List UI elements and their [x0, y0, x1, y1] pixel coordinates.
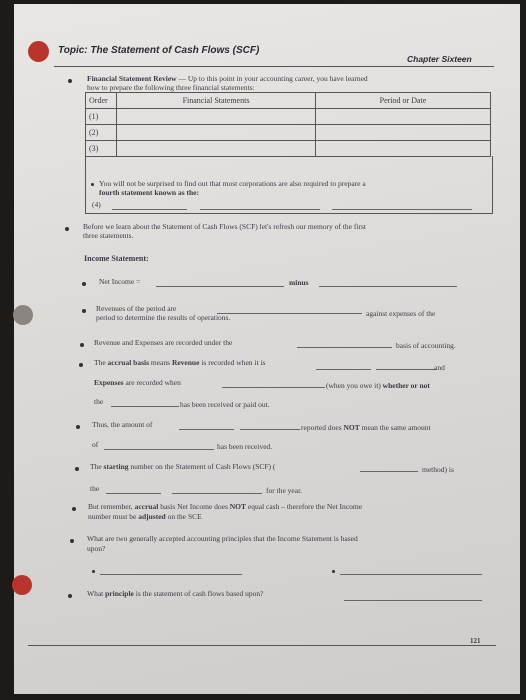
- fourth-statement-blank[interactable]: [112, 209, 187, 210]
- net-income-label: Net Income =: [99, 277, 141, 286]
- revenues-blank[interactable]: [217, 313, 362, 314]
- bullet: [70, 539, 74, 543]
- for-the-year-text: for the year.: [266, 486, 303, 495]
- revenues-text-a: Revenues of the period are: [96, 304, 177, 313]
- the-label-2: the: [90, 484, 100, 493]
- statement-cell[interactable]: [117, 141, 316, 157]
- the-blank[interactable]: [111, 406, 179, 407]
- statement-cell[interactable]: [117, 125, 316, 141]
- remember-line1: But remember, accrual basis Net Income does NOT equal cash – therefore the Net Income: [88, 502, 363, 511]
- income-statement-heading: Income Statement:: [84, 254, 149, 263]
- accrual-and: and: [434, 363, 445, 372]
- fourth-line2: fourth statement known as the:: [99, 188, 199, 197]
- period-cell[interactable]: [316, 141, 491, 157]
- row-number: (1): [86, 109, 117, 125]
- footer-rule: [28, 645, 496, 646]
- hole-punch-top: [28, 41, 49, 62]
- period-cell[interactable]: [316, 125, 491, 141]
- thus-text-a: Thus, the amount of: [92, 420, 153, 429]
- principle-blank-1[interactable]: [100, 574, 242, 575]
- principle-question: What principle is the statement of cash flows based upon?: [87, 589, 264, 598]
- starting-blank-1[interactable]: [106, 493, 161, 494]
- bullet: [75, 467, 79, 471]
- principle-blank-2[interactable]: [340, 574, 482, 575]
- revenues-text-b: against expenses of the: [366, 309, 436, 318]
- refresh-line2: three statements.: [83, 231, 134, 240]
- bullet: [68, 79, 72, 83]
- bullet: [79, 363, 83, 367]
- accrual-blank-2[interactable]: [376, 369, 436, 370]
- recorded-text-b: basis of accounting.: [396, 341, 456, 350]
- received-text: has been received.: [217, 442, 273, 451]
- starting-blank-2[interactable]: [172, 493, 262, 494]
- review-intro-line2: how to prepare the following three financial statements:: [87, 83, 255, 92]
- thus-text-b: reported does NOT mean the same amount: [301, 423, 431, 432]
- bullet: [82, 282, 86, 286]
- accrual-line: The accrual basis means Revenue is recorded when it is: [94, 358, 266, 367]
- recorded-text-a: Revenue and Expenses are recorded under the: [94, 338, 233, 347]
- bullet: [68, 594, 72, 598]
- table-header-row: [86, 93, 491, 109]
- of-blank[interactable]: [104, 449, 214, 450]
- table-row: [86, 109, 491, 125]
- column-header-order: Order: [86, 93, 117, 109]
- thus-blank-1[interactable]: [179, 429, 234, 430]
- bullet: [72, 507, 76, 511]
- expenses-line-end: (when you owe it) whether or not: [326, 381, 430, 390]
- bullet: [65, 227, 69, 231]
- fourth-number: (4): [92, 200, 101, 209]
- page-number: 121: [470, 637, 481, 645]
- accrual-blank-1[interactable]: [316, 369, 371, 370]
- method-text: method) is: [422, 465, 454, 474]
- header-rule: [54, 66, 494, 67]
- of-label: of: [92, 440, 99, 449]
- expenses-line: Expenses are recorded when: [94, 378, 181, 387]
- net-income-blank-1[interactable]: [156, 286, 284, 287]
- bullet: [76, 425, 80, 429]
- bullet: [82, 309, 86, 313]
- minus-label: minus: [289, 278, 309, 287]
- expenses-blank[interactable]: [222, 387, 325, 388]
- fourth-statement-blank[interactable]: [200, 209, 320, 210]
- row-number: (2): [86, 125, 117, 141]
- starting-line: The starting number on the Statement of Cash Flows (SCF) (: [90, 462, 276, 471]
- thus-blank-2[interactable]: [240, 429, 300, 430]
- net-income-blank-2[interactable]: [319, 286, 457, 287]
- bullet: [92, 570, 95, 573]
- principle-answer-blank[interactable]: [344, 600, 482, 601]
- the-label: the: [94, 397, 104, 406]
- chapter-label: Chapter Sixteen: [407, 54, 472, 64]
- column-header-statements: Financial Statements: [117, 93, 316, 109]
- revenues-text-c: period to determine the results of operations.: [96, 313, 231, 322]
- method-blank[interactable]: [360, 471, 418, 472]
- paid-out-text: has been received or paid out.: [180, 400, 270, 409]
- remember-line2: number must be adjusted on the SCE: [88, 512, 202, 521]
- table-row: [86, 125, 491, 141]
- principles-line2: upon?: [87, 544, 106, 553]
- bullet: [332, 570, 335, 573]
- fourth-line1: You will not be surprised to find out that most corporations are also required to prepare a: [99, 179, 366, 188]
- bullet: [80, 343, 84, 347]
- fourth-statement-blank[interactable]: [332, 209, 472, 210]
- review-heading: Financial Statement Review: [87, 74, 177, 83]
- statement-cell[interactable]: [117, 109, 316, 125]
- review-intro-line1: Financial Statement Review — Up to this point in your accounting career, you have learned: [87, 74, 368, 83]
- hole-punch-middle: [13, 305, 33, 325]
- bullet: [91, 183, 94, 186]
- principles-line1: What are two generally accepted accounting principles that the Income Statement is based: [87, 534, 358, 543]
- table-row: [86, 141, 491, 157]
- period-cell[interactable]: [316, 109, 491, 125]
- column-header-period: Period or Date: [316, 93, 491, 109]
- worksheet-page: [14, 4, 520, 694]
- row-number: (3): [86, 141, 117, 157]
- topic-title: Topic: The Statement of Cash Flows (SCF): [58, 45, 260, 56]
- recorded-blank[interactable]: [297, 347, 392, 348]
- financial-statements-table: [85, 92, 491, 157]
- hole-punch-bottom: [12, 575, 32, 595]
- refresh-line1: Before we learn about the Statement of Cash Flows (SCF) let's refresh our memory of the first: [83, 222, 366, 231]
